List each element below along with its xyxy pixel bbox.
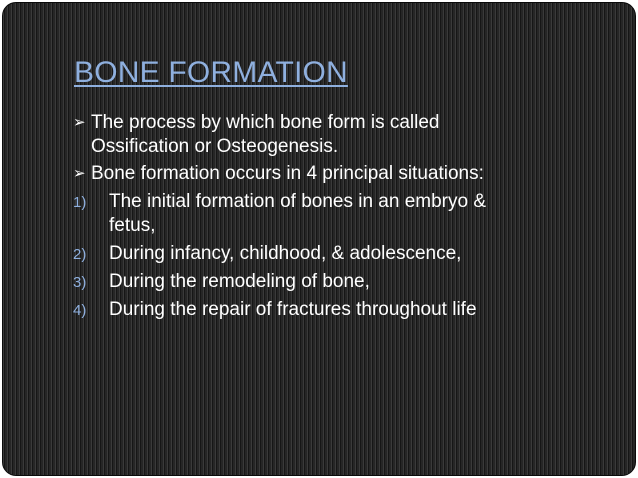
numbered-item: [73, 270, 573, 294]
numbered-text: During the repair of fractures throughout life: [109, 299, 477, 320]
bullet-item: [73, 162, 573, 186]
numbered-item: [73, 242, 573, 266]
numbered-text: The initial formation of bones in an embryo &: [109, 191, 487, 212]
bullet-text: The process by which bone form is called: [91, 112, 440, 133]
numbered-item: [73, 190, 573, 238]
item-number: 2): [73, 246, 87, 263]
bullet-text: Bone formation occurs in 4 principal situations:: [91, 163, 484, 184]
item-number: 1): [73, 194, 87, 211]
slide: [2, 2, 636, 476]
numbered-text: fetus,: [109, 215, 156, 236]
bullet-item: [73, 111, 573, 159]
item-number: 3): [73, 274, 87, 291]
numbered-item: [73, 298, 573, 322]
numbered-text: During infancy, childhood, & adolescence,: [109, 243, 462, 264]
arrow-bullet-icon: ➢: [73, 114, 86, 131]
slide-title: BONE FORMATION: [74, 56, 348, 89]
arrow-bullet-icon: ➢: [73, 165, 86, 182]
bullet-text: Ossification or Osteogenesis.: [91, 136, 339, 157]
item-number: 4): [73, 302, 87, 319]
numbered-text: During the remodeling of bone,: [109, 271, 370, 292]
slide-content: [73, 111, 573, 322]
